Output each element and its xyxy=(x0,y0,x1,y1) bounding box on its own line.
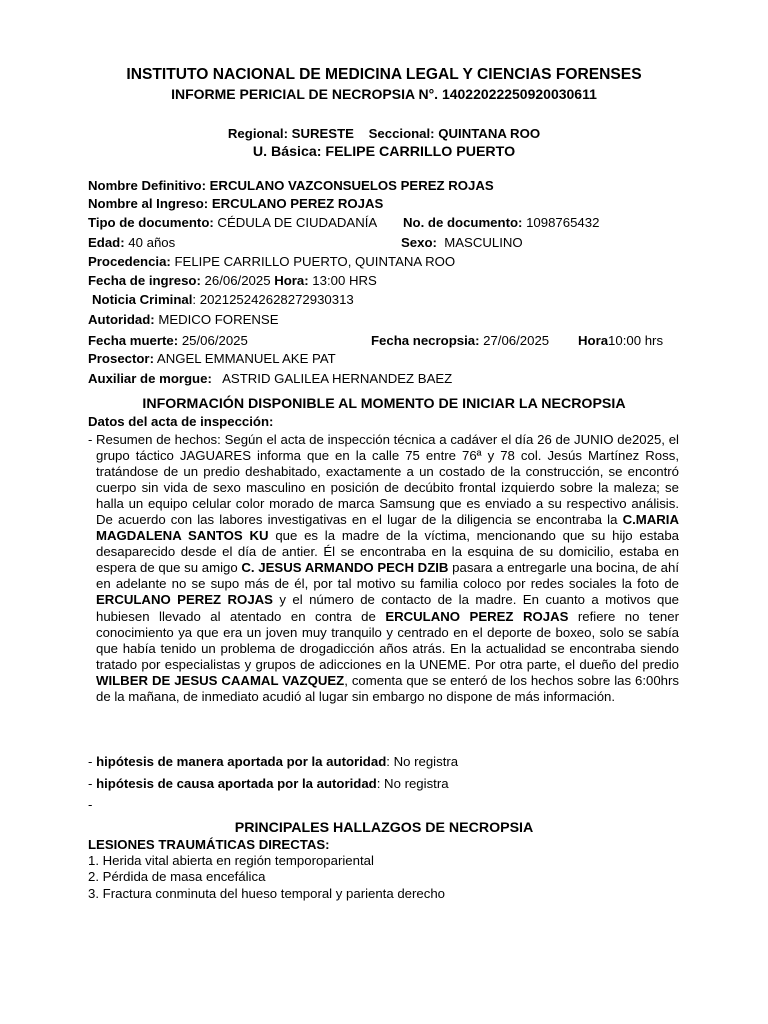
summary-dash: - xyxy=(88,432,93,447)
prosector-label: Prosector: xyxy=(88,351,154,366)
nombre-ingreso-label: Nombre al Ingreso xyxy=(88,196,204,211)
hipotesis-manera-value: : No registra xyxy=(386,754,459,769)
numero-documento-label: No. de documento: xyxy=(403,215,523,230)
hipotesis-causa xyxy=(88,776,449,792)
summary-text-6: , comenta que se enteró de los hechos sobre las 6:00hrs de la mañana, de inmediato acudió al lugar sin embargo no dispone de más información. xyxy=(96,672,680,704)
info-section-title: INFORMACIÓN DISPONIBLE AL MOMENTO DE INICIAR LA NECROPSIA xyxy=(142,396,626,412)
findings-title: PRINCIPALES HALLAZGOS DE NECROPSIA xyxy=(234,820,534,836)
summary-paragraph xyxy=(96,432,679,705)
summary-text-1: Resumen de hechos: Según el acta de inspección técnica a cadáver el día 26 de JUNIO de2025, el grupo táctico JAGUARES informa que en la calle 75 entre 76ª y 78 col. Jesús Martínez Ross, tratándose de un predio deshabitado, exactamente a un costado de la construcción, se encontró cuerpo sin vida de sexo masculino en posición de decúbito frontal izquierdo sobre la maleza; se halla un equipo celular color morado de marca Samsung que es enviado a su respectivo análisis. De acuerdo con las labores investigativas en el lugar de la diligencia se encontraba la xyxy=(96,432,679,528)
fecha-muerte-label: Fecha muerte: xyxy=(88,333,179,348)
nombre-ingreso xyxy=(88,196,383,212)
procedencia-value: FELIPE CARRILLO PUERTO, QUINTANA ROO xyxy=(170,254,456,269)
auxiliar-morgue-value: ASTRID GALILEA HERNANDEZ BAEZ xyxy=(211,371,453,386)
numero-documento-value: 1098765432 xyxy=(522,215,600,230)
sexo-label: Sexo: xyxy=(401,235,437,250)
noticia-criminal xyxy=(92,292,354,308)
hora-ingreso-label: Hora: xyxy=(274,273,309,288)
hipotesis-manera xyxy=(88,754,458,770)
fecha-necropsia xyxy=(371,333,549,349)
hipotesis-causa-dash: - xyxy=(88,776,97,791)
edad-value: 40 años xyxy=(124,235,176,250)
fecha-ingreso-value: 26/06/2025 xyxy=(200,273,275,288)
edad-label: Edad: xyxy=(88,235,125,250)
sexo-value: MASCULINO xyxy=(436,235,523,250)
nombre-ingreso-value: : ERCULANO PEREZ ROJAS xyxy=(203,196,384,211)
hipotesis-causa-label: hipótesis de causa aportada por la autoridad xyxy=(96,776,377,791)
nombre-definitivo-label: Nombre Definitivo: xyxy=(88,178,206,193)
procedencia xyxy=(88,254,455,270)
autoridad-value: MEDICO FORENSE xyxy=(154,312,279,327)
fecha-ingreso xyxy=(88,273,377,289)
findings-subtitle: LESIONES TRAUMÁTICAS DIRECTAS: xyxy=(88,837,330,852)
info-subtitle: Datos del acta de inspección: xyxy=(88,414,274,429)
autoridad xyxy=(88,312,279,328)
hipotesis-manera-dash: - xyxy=(88,754,97,769)
tipo-documento-label: Tipo de documento: xyxy=(88,215,214,230)
hipotesis-manera-label: hipótesis de manera aportada por la autoridad xyxy=(96,754,387,769)
hora-necropsia-value: 10:00 hrs xyxy=(608,333,664,348)
fecha-necropsia-label: Fecha necropsia: xyxy=(371,333,480,348)
noticia-criminal-value: : 202125242628272930313 xyxy=(192,292,354,307)
regional-line xyxy=(0,126,768,141)
empty-dash: - xyxy=(88,797,93,812)
edad xyxy=(88,235,175,251)
auxiliar-morgue xyxy=(88,371,452,387)
finding-item: 3. Fractura conminuta del hueso temporal y parienta derecho xyxy=(88,886,445,901)
summary-name-victim-2: ERCULANO PEREZ ROJAS xyxy=(385,608,569,624)
unidad-basica: U. Básica: FELIPE CARRILLO PUERTO xyxy=(252,144,516,160)
tipo-documento xyxy=(88,215,377,231)
autoridad-label: Autoridad: xyxy=(88,312,155,327)
summary-text-3: pasara a entregarle una bocina, de ahí en adelante no se supo más de él, por tal motivo su familia coloco por redes sociales la foto de xyxy=(96,560,679,592)
nombre-definitivo-value: ERCULANO VAZCONSUELOS PEREZ ROJAS xyxy=(209,178,494,193)
sexo xyxy=(401,235,523,251)
summary-name-victim-1: ERCULANO PEREZ ROJAS xyxy=(96,592,273,608)
prosector xyxy=(88,351,336,367)
regional-value: SURESTE xyxy=(291,126,354,141)
finding-item: 1. Herida vital abierta en región temporopariental xyxy=(88,853,374,868)
summary-text-5: refiere no tener conocimiento ya que era un joven muy tranquilo y centrado en el deporte de boxeo, solo se sabía que había tenido un problema de drogadicción años atrás. En la actualidad se encontraba siendo tratado por especialistas y grupos de adicciones en la UNEME. Por otra parte, el dueño del predio xyxy=(96,608,679,672)
report-number: INFORME PERICIAL DE NECROPSIA N°. 14022022250920030611 xyxy=(171,86,597,102)
institute-title: INSTITUTO NACIONAL DE MEDICINA LEGAL Y CIENCIAS FORENSES xyxy=(126,66,642,83)
tipo-documento-value: CÉDULA DE CIUDADANÍA xyxy=(213,215,378,230)
noticia-criminal-label: Noticia Criminal xyxy=(92,292,193,307)
summary-name-owner: WILBER DE JESUS CAAMAL VAZQUEZ xyxy=(96,672,345,688)
hora-ingreso-value: 13:00 HRS xyxy=(308,273,377,288)
hipotesis-causa-value: : No registra xyxy=(376,776,449,791)
fecha-necropsia-value: 27/06/2025 xyxy=(479,333,550,348)
fecha-muerte-value: 25/06/2025 xyxy=(178,333,248,348)
summary-name-friend: C. JESUS ARMANDO PECH DZIB xyxy=(241,560,449,576)
finding-item: 2. Pérdida de masa encefálica xyxy=(88,869,266,884)
hora-necropsia xyxy=(578,333,663,349)
numero-documento xyxy=(403,215,599,231)
summary-name-mother: C.MARIA MAGDALENA SANTOS KU xyxy=(96,512,679,544)
seccional-label: Seccional: xyxy=(368,126,435,141)
summary-text-4: y el número de contacto de la madre. En cuanto a motivos que hubiesen llevado al atentado en contra de xyxy=(96,592,679,624)
prosector-value: ANGEL EMMANUEL AKE PAT xyxy=(153,351,336,366)
auxiliar-morgue-label: Auxiliar de morgue: xyxy=(88,371,212,386)
summary-text-2: que es la madre de la víctima, mencionando que su hijo estaba desaparecido desde el día de antier. Él se encontraba en la esquina de su domicilio, estaba en espera de que su amigo xyxy=(96,528,680,576)
procedencia-label: Procedencia: xyxy=(88,254,171,269)
hora-necropsia-label: Hora xyxy=(578,333,609,348)
fecha-muerte xyxy=(88,333,248,349)
seccional-value: QUINTANA ROO xyxy=(438,126,541,141)
regional-label: Regional: xyxy=(227,126,288,141)
fecha-ingreso-label: Fecha de ingreso: xyxy=(88,273,201,288)
nombre-definitivo xyxy=(88,178,494,194)
